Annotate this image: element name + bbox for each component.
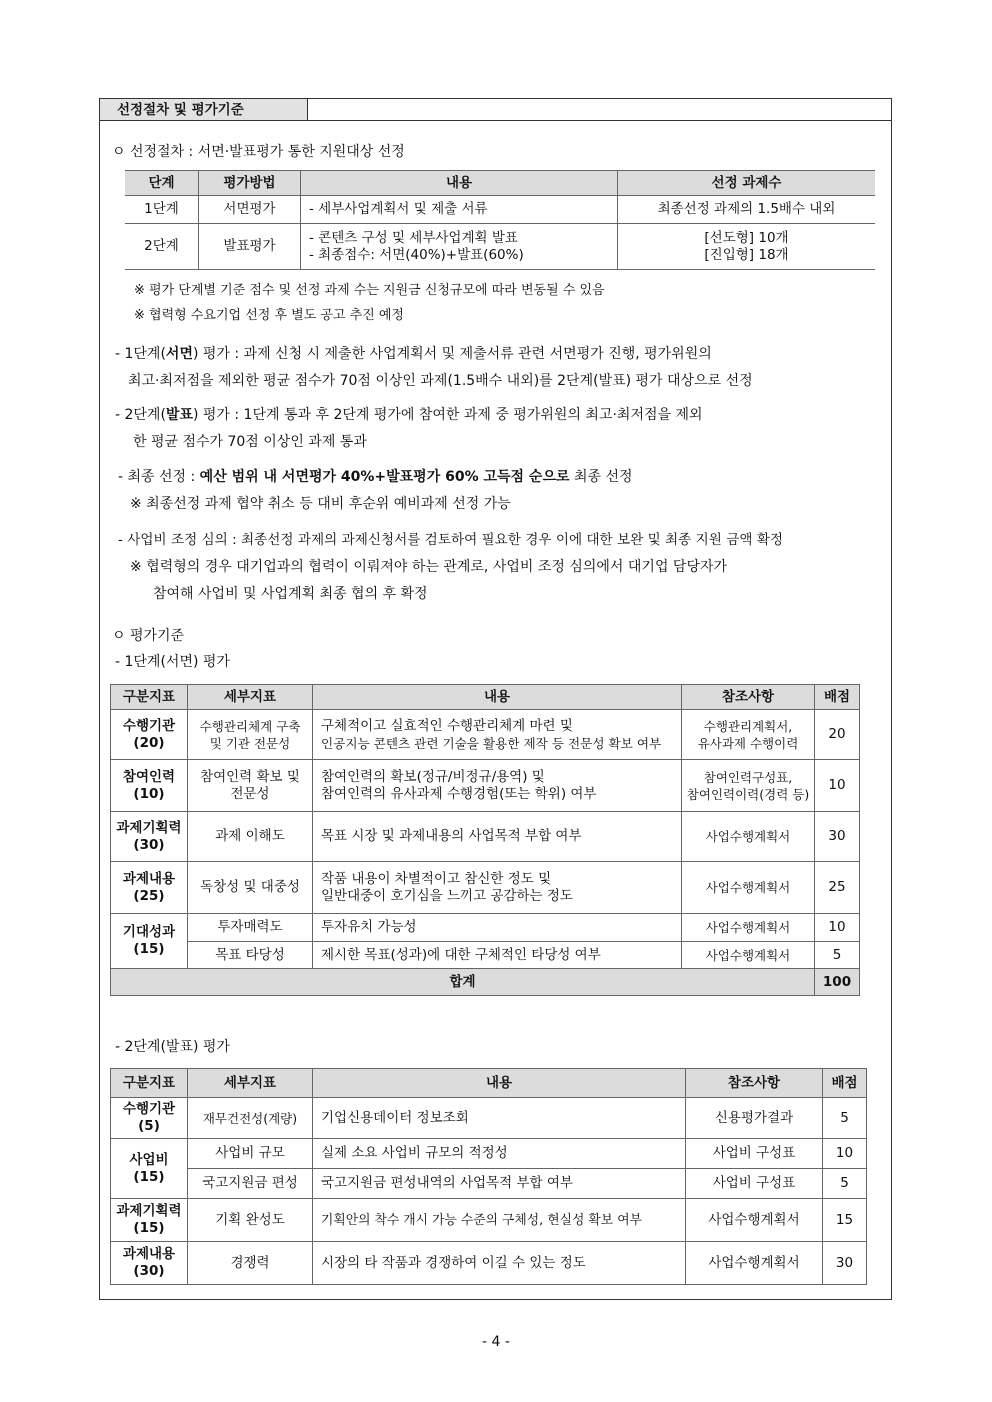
content-cell: 기획안의 착수 개시 가능 수준의 구체성, 현실성 확보 여부: [313, 1199, 686, 1242]
content-cell: 시장의 타 작품과 경쟁하여 이길 수 있는 정도: [313, 1242, 686, 1285]
category-cell: [111, 812, 188, 862]
sub-cell: 과제 이해도: [188, 812, 313, 862]
category-name: 수행기관: [122, 717, 176, 734]
section-frame: [99, 98, 892, 1300]
stage2-desc: [115, 406, 703, 424]
col-header: 구분지표: [111, 685, 188, 710]
method-cell: 발표평가: [199, 224, 301, 270]
ref-cell: 사업수행계획서: [686, 1199, 823, 1242]
content-line: - 최종점수: 서면(40%)+발표(60%): [309, 246, 524, 263]
final-desc: [118, 468, 633, 486]
process-line: ㅇ 선정절차 : 서면·발표평가 통한 지원대상 선정: [112, 144, 405, 160]
ref-cell: 사업수행계획서: [682, 812, 815, 862]
score-cell: 15: [823, 1199, 867, 1242]
method-cell: 서면평가: [199, 196, 301, 224]
category-name: 사업비: [129, 1151, 169, 1168]
table-row: [111, 942, 860, 969]
content-line: - 콘텐츠 구성 및 세부사업계획 발표: [309, 229, 518, 246]
sub-cell: 경쟁력: [188, 1242, 313, 1285]
score-cell: 10: [823, 1139, 867, 1169]
stage1-rest: ) 평가 : 과제 신청 시 제출한 사업계획서 및 제출서류 관련 서면평가 진행, 평가위원의: [192, 346, 712, 362]
budget-note: ※ 협력형의 경우 대기업과의 협력이 이뤄져야 하는 관계로, 사업비 조정 심의에서 대기업 담당자가: [130, 559, 728, 575]
table-row: [111, 710, 860, 760]
col-header: 배점: [815, 685, 860, 710]
content-line: 인공지능 콘텐츠 관련 기술을 활용한 제작 등 전문성 확보 여부: [321, 735, 662, 751]
ref-cell: 사업비 구성표: [686, 1139, 823, 1169]
eval-table-stage2: [110, 1068, 867, 1285]
stage2-desc-line2: 한 평균 점수가 70점 이상인 과제 통과: [133, 434, 367, 450]
ref-cell: [682, 760, 815, 812]
table-row: [111, 1242, 867, 1285]
page-number: - 4 -: [482, 1334, 510, 1350]
score-cell: 30: [823, 1242, 867, 1285]
score-cell: 5: [823, 1098, 867, 1139]
stage-cell: 1단계: [125, 196, 199, 224]
stage1-bold: 서면: [165, 346, 193, 362]
category-cell: [111, 1242, 188, 1285]
content-cell: - 세부사업계획서 및 제출 서류: [301, 196, 618, 224]
eval-table-stage1: [110, 684, 860, 996]
category-name: 기대성과: [122, 924, 176, 940]
sub-cell: [188, 760, 313, 812]
content-cell: [313, 862, 682, 914]
final-note: ※ 최종선정 과제 협약 취소 등 대비 후순위 예비과제 선정 가능: [130, 496, 511, 512]
table-row: [111, 914, 860, 942]
category-points: (5): [138, 1118, 160, 1134]
sub-cell: 투자매력도: [188, 914, 313, 942]
ref-line: 유사과제 수행이력: [697, 735, 799, 751]
score-cell: 10: [815, 760, 860, 812]
sub-cell: 재무건전성(계량): [188, 1098, 313, 1139]
col-header: 참조사항: [682, 685, 815, 710]
content-line: 참여인력의 유사과제 수행경험(또는 학위) 여부: [321, 785, 597, 802]
count-line: [선도형] 10개: [704, 229, 789, 246]
category-points: (15): [133, 1220, 165, 1236]
col-header: 세부지표: [188, 1069, 313, 1098]
stage-header: 단계: [125, 171, 199, 196]
score-cell: 5: [823, 1169, 867, 1199]
table-row: [111, 760, 860, 812]
section-header: 선정절차 및 평가기준: [100, 99, 308, 121]
stage2-title: - 2단계(발표) 평가: [115, 1039, 230, 1055]
total-row: [111, 969, 860, 996]
sub-line: 참여인력 확보 및: [200, 768, 300, 785]
category-name: 과제기획력: [116, 819, 182, 836]
ref-line: 참여인력이력(경력 등): [686, 786, 810, 802]
stage2-prefix: - 2단계(: [115, 407, 166, 423]
ref-cell: 사업수행계획서: [686, 1242, 823, 1285]
category-name: 수행기관: [122, 1101, 176, 1117]
stage-table: [125, 170, 875, 270]
category-points: (30): [133, 1263, 165, 1279]
category-name: 과제기획력: [116, 1203, 182, 1219]
final-rest: 최종 선정: [569, 469, 633, 485]
category-cell: [111, 862, 188, 914]
ref-cell: [682, 710, 815, 760]
score-cell: 5: [815, 942, 860, 969]
content-cell: 제시한 목표(성과)에 대한 구체적인 타당성 여부: [313, 942, 682, 969]
col-header: 참조사항: [686, 1069, 823, 1098]
sub-cell: 독창성 및 대중성: [188, 862, 313, 914]
ref-cell: 신용평가결과: [686, 1098, 823, 1139]
final-bold: 예산 범위 내 서면평가 40%+발표평가 60% 고득점 순으로: [199, 469, 570, 485]
ref-cell: 사업수행계획서: [682, 942, 815, 969]
category-name: 과제내용: [122, 1246, 176, 1262]
stage2-rest: ) 평가 : 1단계 통과 후 2단계 평가에 참여한 과제 중 평가위원의 최고·최저점을 제외: [192, 407, 703, 423]
content-cell: 기업신용데이터 정보조회: [313, 1098, 686, 1139]
content-cell: 목표 시장 및 과제내용의 사업목적 부합 여부: [313, 812, 682, 862]
count-cell: 최종선정 과제의 1.5배수 내외: [618, 196, 876, 224]
method-header: 평가방법: [199, 171, 301, 196]
category-name: 과제내용: [122, 870, 176, 887]
table-row: [111, 812, 860, 862]
total-score: 100: [815, 969, 860, 996]
stage1-desc-line2: 최고·최저점을 제외한 평균 점수가 70점 이상인 과제(1.5배수 내외)를 2단계(발표) 평가 대상으로 선정: [128, 373, 753, 389]
score-cell: 10: [815, 914, 860, 942]
sub-line: 및 기관 전문성: [209, 735, 291, 751]
category-points: (20): [133, 734, 165, 751]
content-line: 일반대중이 호기심을 느끼고 공감하는 정도: [321, 887, 573, 904]
category-points: (10): [133, 785, 165, 802]
content-cell: [313, 760, 682, 812]
col-header: 내용: [313, 1069, 686, 1098]
score-cell: 25: [815, 862, 860, 914]
content-cell: [313, 710, 682, 760]
ref-line: 참여인력구성표,: [703, 769, 793, 785]
budget-desc: - 사업비 조정 심의 : 최종선정 과제의 과제신청서를 검토하여 필요한 경우 이에 대한 보완 및 최종 지원 금액 확정: [118, 532, 784, 548]
content-line: 구체적이고 실효적인 수행관리체계 마련 및: [321, 717, 573, 734]
count-cell: [618, 224, 876, 270]
category-cell: [111, 1098, 188, 1139]
table-row: [125, 224, 875, 270]
category-points: (15): [133, 1168, 165, 1185]
category-cell: [111, 1139, 188, 1199]
table-row: [111, 862, 860, 914]
content-line: 작품 내용이 차별적이고 참신한 정도 및: [321, 870, 552, 887]
category-points: (15): [133, 941, 165, 957]
score-cell: 20: [815, 710, 860, 760]
score-cell: 30: [815, 812, 860, 862]
stage2-bold: 발표: [165, 407, 193, 423]
table-row: [111, 1098, 867, 1139]
stage1-title: - 1단계(서면) 평가: [115, 654, 230, 670]
stage1-desc: [115, 345, 712, 363]
note: ※ 협력형 수요기업 선정 후 별도 공고 추진 예정: [134, 308, 404, 323]
content-cell: 실제 소요 사업비 규모의 적정성: [313, 1139, 686, 1169]
budget-note-line2: 참여해 사업비 및 사업계획 최종 협의 후 확정: [153, 586, 428, 602]
stage1-prefix: - 1단계(: [115, 346, 166, 362]
sub-cell: [188, 710, 313, 760]
category-cell: [111, 710, 188, 760]
content-cell: 국고지원금 편성내역의 사업목적 부합 여부: [313, 1169, 686, 1199]
table-row: [125, 196, 875, 224]
content-line: 참여인력의 확보(정규/비정규/용역) 및: [321, 768, 545, 785]
count-header: 선정 과제수: [618, 171, 876, 196]
sub-cell: 목표 타당성: [188, 942, 313, 969]
content-cell: [301, 224, 618, 270]
category-cell: [111, 1199, 188, 1242]
content-cell: 투자유치 가능성: [313, 914, 682, 942]
col-header: 내용: [313, 685, 682, 710]
stage-cell: 2단계: [125, 224, 199, 270]
col-header: 세부지표: [188, 685, 313, 710]
ref-cell: 사업수행계획서: [682, 862, 815, 914]
category-name: 참여인력: [122, 768, 176, 785]
header-rule: [308, 120, 891, 121]
col-header: 배점: [823, 1069, 867, 1098]
sub-cell: 국고지원금 편성: [188, 1169, 313, 1199]
category-points: (25): [133, 887, 165, 904]
category-cell: [111, 760, 188, 812]
ref-cell: 사업비 구성표: [686, 1169, 823, 1199]
final-prefix: - 최종 선정 :: [118, 469, 200, 485]
criteria-title: ㅇ 평가기준: [112, 628, 185, 644]
table-row: [111, 1139, 867, 1169]
note: ※ 평가 단계별 기준 점수 및 선정 과제 수는 지원금 신청규모에 따라 변동될 수 있음: [134, 283, 605, 298]
table-row: [111, 1199, 867, 1242]
content-header: 내용: [301, 171, 618, 196]
total-label: 합계: [111, 969, 815, 996]
ref-line: 수행관리계획서,: [703, 718, 793, 734]
sub-line: 전문성: [230, 785, 270, 802]
sub-cell: 기획 완성도: [188, 1199, 313, 1242]
sub-line: 수행관리체계 구축: [199, 718, 301, 734]
count-line: [진입형] 18개: [704, 246, 789, 263]
category-cell: [111, 914, 188, 969]
col-header: 구분지표: [111, 1069, 188, 1098]
category-points: (30): [133, 836, 165, 853]
sub-cell: 사업비 규모: [188, 1139, 313, 1169]
ref-cell: 사업수행계획서: [682, 914, 815, 942]
table-row: [111, 1169, 867, 1199]
